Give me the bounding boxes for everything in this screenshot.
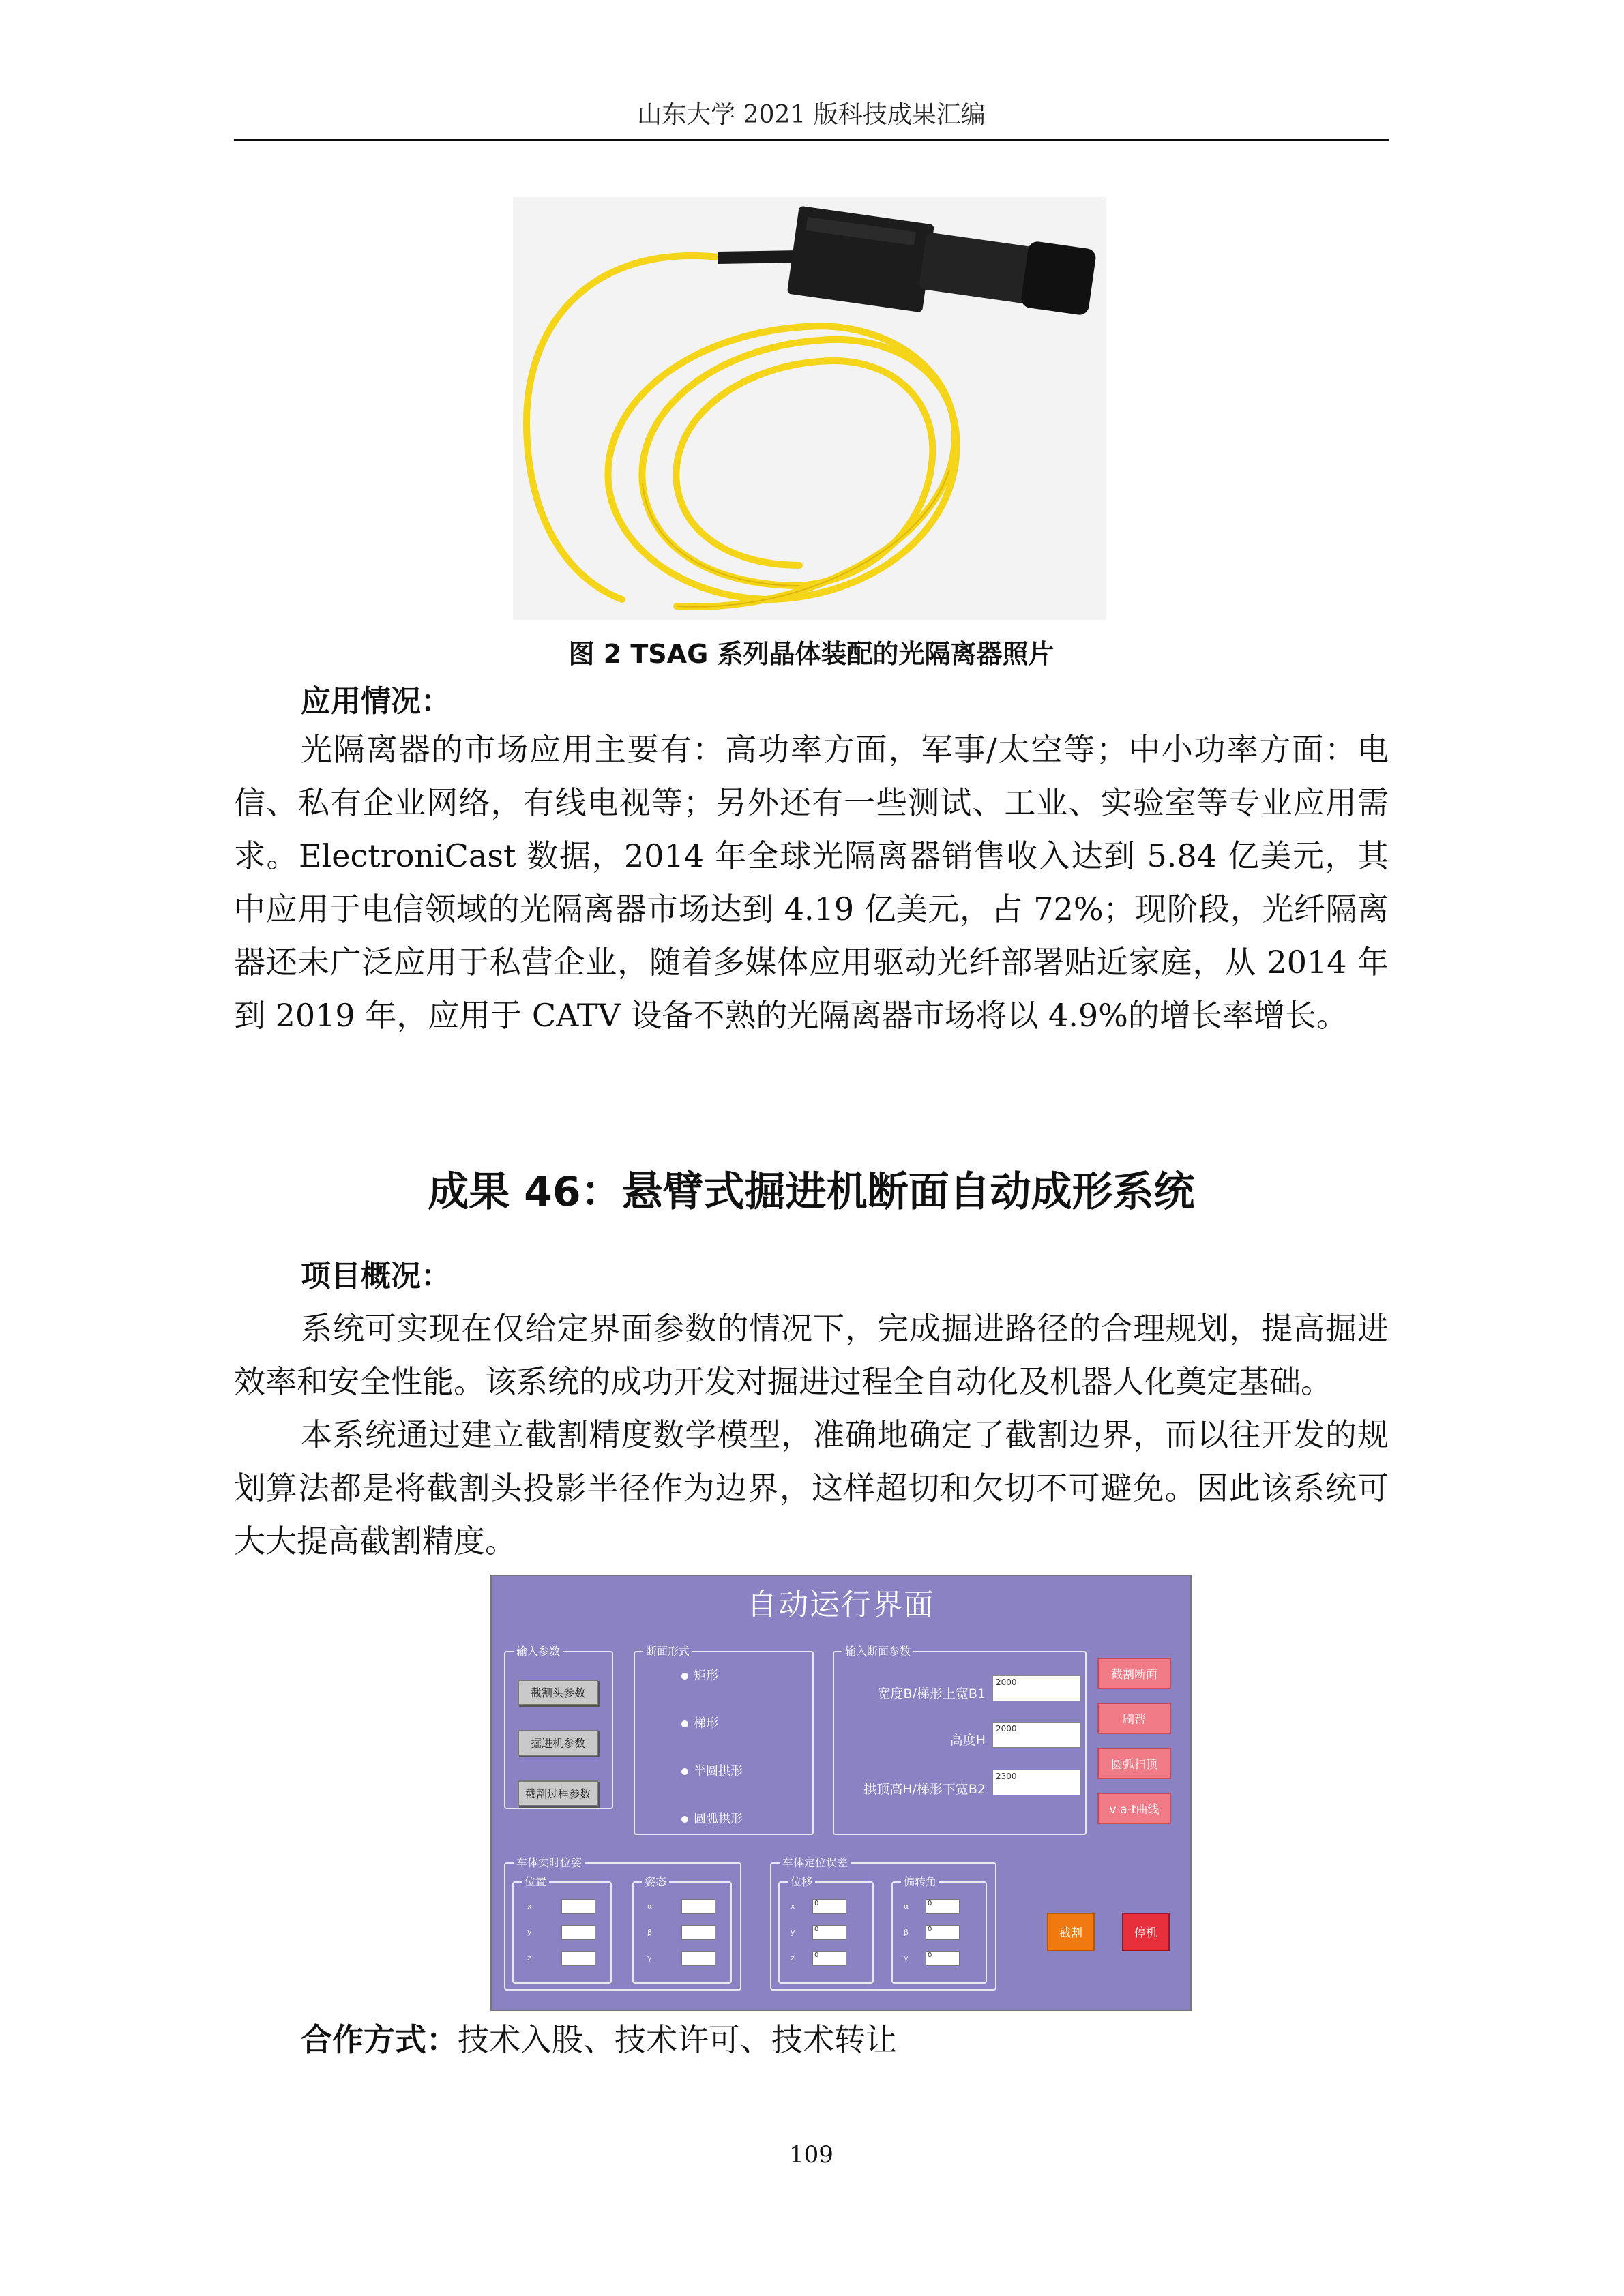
cut-button[interactable]: 截割: [1047, 1913, 1095, 1951]
header-rule: [234, 139, 1389, 141]
width-b1-label: 宽度B/梯形上宽B1: [877, 1686, 986, 1701]
cooperation-line: [301, 2015, 897, 2060]
axis-label: z: [527, 1954, 531, 1963]
auto-run-interface-screenshot: [490, 1575, 1192, 2011]
positioning-error-label: 车体定位误差: [780, 1854, 851, 1870]
yaw-group: [891, 1875, 987, 1984]
axis-label: y: [527, 1928, 532, 1937]
position-y-field: [561, 1925, 595, 1940]
cut-section-button[interactable]: 截割断面: [1097, 1658, 1171, 1689]
shape-option-circular-arch[interactable]: 圆弧拱形: [681, 1809, 743, 1827]
application-paragraph: 光隔离器的市场应用主要有：高功率方面，军事/太空等；中小功率方面：电信、私有企业网络，有线电视等；另外还有一些测试、工业、实验室等专业应用需求。ElectroniCast 数据，2014 年全球光隔离器销售收入达到 5.84 亿美元，其中应用于电信领域的光隔离器市场达到 4.19 亿美元，占 72%；现阶段，光纤隔离器还未广泛应用于私营企业，随着多媒体应用驱动光纤部署贴近家庭，从 2014 年到 2019 年，应用于 CATV 设备不熟的光隔离器市场将以 4.9%的增长率增长。: [234, 731, 1389, 1034]
radio-icon: [681, 1720, 688, 1727]
realtime-pose-group: [504, 1856, 741, 1991]
input-params-group: [504, 1645, 613, 1809]
cutting-process-params-button[interactable]: 截割过程参数: [518, 1780, 598, 1806]
position-x-field: [561, 1899, 595, 1914]
positioning-error-group: [770, 1856, 996, 1991]
displacement-label: 位移: [788, 1873, 815, 1889]
attitude-beta-field: [681, 1925, 715, 1940]
cooperation-value: 技术入股、技术许可、技术转让: [458, 2021, 897, 2058]
arch-height-b2-input[interactable]: 2300: [992, 1770, 1081, 1795]
radio-icon: [681, 1816, 688, 1823]
attitude-alpha-field: [681, 1899, 715, 1914]
wall-sweep-button[interactable]: 刷帮: [1097, 1703, 1171, 1734]
radio-icon: [681, 1768, 688, 1775]
radio-selected-icon: [681, 1673, 688, 1680]
roadheader-params-button[interactable]: 掘进机参数: [518, 1730, 598, 1756]
height-h-label: 高度H: [949, 1733, 986, 1748]
yaw-label: 偏转角: [901, 1873, 939, 1889]
attitude-gamma-field: [681, 1951, 715, 1966]
section-title: 成果 46：悬臂式掘进机断面自动成形系统: [428, 1168, 1195, 1216]
position-z-field: [561, 1951, 595, 1966]
axis-label: y: [791, 1928, 795, 1937]
axis-label: α: [904, 1902, 909, 1911]
attitude-label: 姿态: [642, 1873, 669, 1889]
axis-label: γ: [647, 1954, 652, 1963]
fiber-isolator-photo: [513, 197, 1106, 620]
displacement-z-field: 0: [812, 1951, 846, 1966]
yaw-alpha-field: 0: [926, 1899, 960, 1914]
vat-curve-button[interactable]: v-a-t曲线: [1097, 1793, 1171, 1824]
axis-label: x: [791, 1902, 795, 1911]
axis-label: γ: [904, 1954, 909, 1963]
displacement-y-field: 0: [812, 1925, 846, 1940]
arc-roof-sweep-button[interactable]: 圆弧扫顶: [1097, 1748, 1171, 1779]
shape-option-semicircle-arch[interactable]: 半圆拱形: [681, 1761, 743, 1779]
position-group: [512, 1875, 612, 1984]
shape-option-rectangle[interactable]: 矩形: [681, 1666, 718, 1684]
section-shape-group: [634, 1645, 814, 1835]
cutter-head-params-button[interactable]: 截割头参数: [518, 1680, 598, 1705]
application-label: 应用情况：: [301, 684, 451, 719]
realtime-pose-label: 车体实时位姿: [514, 1854, 585, 1870]
running-header: 山东大学 2021 版科技成果汇编: [637, 101, 986, 129]
yaw-beta-field: 0: [926, 1925, 960, 1940]
arch-height-b2-label: 拱顶高H/梯形下宽B2: [863, 1782, 986, 1797]
axis-label: z: [791, 1954, 795, 1963]
overview-paragraph-2: 本系统通过建立截割精度数学模型，准确地确定了截割边界，而以往开发的规划算法都是将截割头投影半径作为边界，这样超切和欠切不可避免。因此该系统可大大提高截割精度。: [234, 1416, 1389, 1560]
stop-button[interactable]: 停机: [1122, 1913, 1170, 1951]
axis-label: α: [647, 1902, 653, 1911]
attitude-group: [632, 1875, 732, 1984]
section-shape-label: 断面形式: [643, 1643, 692, 1658]
shape-option-trapezoid[interactable]: 梯形: [681, 1714, 718, 1731]
displacement-group: [778, 1875, 874, 1984]
input-params-label: 输入参数: [514, 1643, 563, 1658]
overview-label: 项目概况：: [301, 1259, 451, 1294]
axis-label: x: [527, 1902, 532, 1911]
yaw-gamma-field: 0: [926, 1951, 960, 1966]
axis-label: β: [647, 1928, 653, 1937]
figure-caption: 图 2 TSAG 系列晶体装配的光隔离器照片: [568, 639, 1054, 669]
cooperation-label: 合作方式：: [301, 2021, 458, 2058]
height-h-input[interactable]: 2000: [992, 1722, 1081, 1748]
hmi-title: 自动运行界面: [747, 1587, 935, 1622]
displacement-x-field: 0: [812, 1899, 846, 1914]
page-number: 109: [789, 2141, 833, 2168]
overview-paragraph-1: 系统可实现在仅给定界面参数的情况下，完成掘进路径的合理规划，提高掘进效率和安全性能。该系统的成功开发对掘进过程全自动化及机器人化奠定基础。: [234, 1310, 1389, 1400]
section-params-label: 输入断面参数: [842, 1643, 913, 1658]
position-label: 位置: [522, 1873, 549, 1889]
section-params-group: [833, 1645, 1087, 1835]
axis-label: β: [904, 1928, 909, 1937]
width-b1-input[interactable]: 2000: [992, 1675, 1081, 1701]
